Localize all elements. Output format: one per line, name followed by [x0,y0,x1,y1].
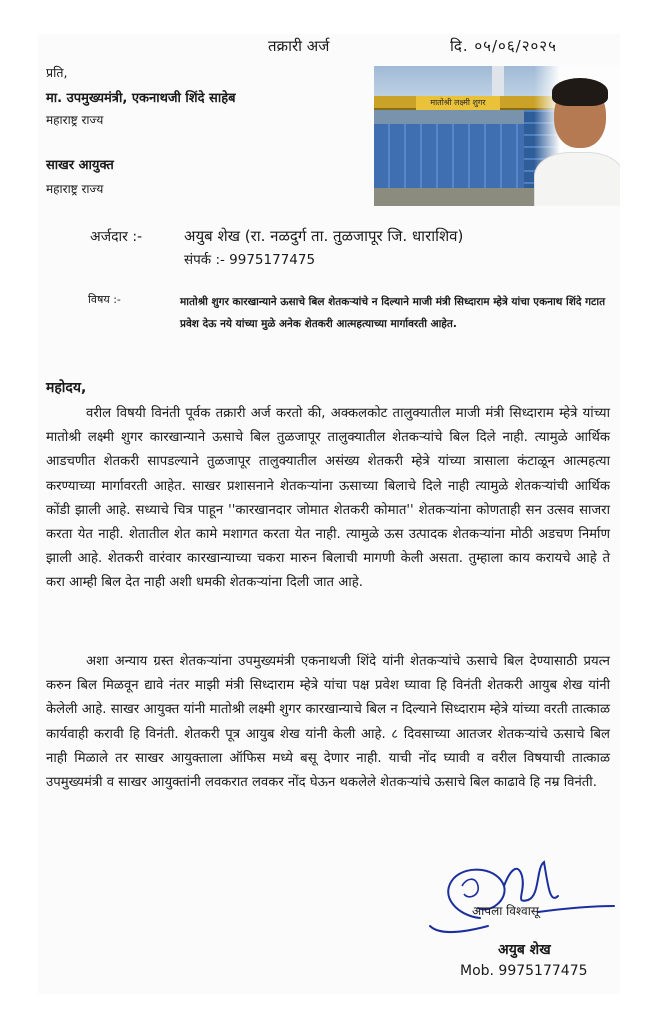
to-label: प्रति, [46,65,68,80]
recipient-2-name: साखर आयुक्त [46,158,114,173]
letter-title: तक्रारी अर्ज [268,37,330,55]
recipient-2-state: महाराष्ट्र राज्य [46,182,104,196]
handwritten-signature [418,856,618,938]
letter-page [38,34,620,994]
factory-portrait-photo [374,66,620,206]
closing-yours: आपला विश्वासू [472,904,539,918]
sender-name: अयुब शेख [498,942,551,958]
applicant-contact: संपर्क :- 9975177475 [184,252,316,268]
recipient-1-name: मा. उपमुख्यमंत्री, एकनाथजी शिंदे साहेब [46,91,236,106]
body-paragraph-2: अशा अन्याय ग्रस्त शेतकऱ्यांना उपमुख्यमंत्री एकनाथजी शिंदे यांनी शेतकऱ्यांचे ऊसाचे बिल देण्यासाठी प्रयत्न करुन बिल मिळवून द्यावे नंतर माझी मंत्री सिध्दाराम म्हेत्रे यांचा पक्ष प्रवेश घ्यावा हि विनंती शेतकरी आयुब शेख यांनी केलेली आहे. साखर आयुक्त यांनी मातोश्री लक्ष्मी शुगर कारखान्याचे बिल न दिल्याने सिध्दाराम म्हेत्रे यांच्या वरती तात्काळ कार्यवाही करावी हि विनंती. शेतकरी पूत्र आयुब शेख यांनी केली आहे. ८ दिवसाच्या आतजर शेतकऱ्यांचे ऊसाचे बिल नाही मिळाले तर साखर आयुक्ताला ऑफिस मध्ये बसू देणार नाही. याची नोंद घ्यावी व वरील विषयाची तात्काळ उपमुख्यमंत्री व साखर आयुक्तांनी लवकरात लवकर नोंद घेऊन थकलेले शेतकऱ्यांचे ऊसाचे बिल काढावे हि नम्र विनंती. [46,654,610,791]
applicant-label: अर्जदार :- [90,229,143,245]
letter-date: दि. ०५/०६/२०२५ [450,37,557,55]
subject-label: विषय :- [88,293,121,306]
salutation: महोदय, [46,380,87,396]
factory-sign: मातोश्री लक्ष्मी शुगर [416,96,500,110]
sender-mobile: Mob. 9975177475 [460,963,588,979]
applicant-name: अयुब शेख (रा. नळदुर्ग ता. तुळजापूर जि. धाराशिव) [184,227,464,245]
body-paragraph-1: वरील विषयी विनंती पूर्वक तक्रारी अर्ज करतो की, अक्कलकोट तालुक्यातील माजी मंत्री सिध्दाराम म्हेत्रे यांच्या मातोश्री लक्ष्मी शुगर कारखान्याने ऊसाचे बिल तुळजापूर तालुक्यातील शेतकऱ्यांचे बिल दिले नाही. त्यामुळे आर्थिक आडचणीत शेतकरी सापडल्याने तुळजापूर तालुक्यातील असंख्य शेतकरी म्हेत्रे यांच्या त्रासाला कंटाळून आत्महत्या करण्याच्या मार्गावरती आहेत. साखर प्रशासनाने शेतकऱ्यांना ऊसाच्या बिलाचे दिले नाही त्यामुळे शेतकऱ्यांची आर्थिक कोंडी झाली आहे. सध्याचे चित्र पाहून ''कारखानदार जोमात शेतकरी कोमात'' शेतकऱ्यांना कोणताही सन उत्सव साजरा करता येत नाही. शेतातील शेत कामे मशागत करता येत नाही. त्यामुळे ऊस उत्पादक शेतकऱ्यांना मोठी अडचण निर्माण झाली आहे. शेतकरी वारंवार कारखान्याच्या चकरा मारुन बिलाची मागणी केली असता. तुम्हाला काय करायचे आहे ते करा आम्ही बिल देत नाही अशी धमकी शेतकऱ्यांना दिली जात आहे. [46,406,610,591]
subject-text: मातोश्री शुगर कारखान्याने ऊसाचे बिल शेतकऱ्यांचे न दिल्याने माजी मंत्री सिध्दाराम म्हेत्रे यांचा एकनाथ शिंदे गटात प्रवेश देऊ नये यांच्या मुळे अनेक शेतकरी आत्महत्याच्या मार्गावरती आहेत. [180,296,606,330]
recipient-1-state: महाराष्ट्र राज्य [46,113,104,127]
